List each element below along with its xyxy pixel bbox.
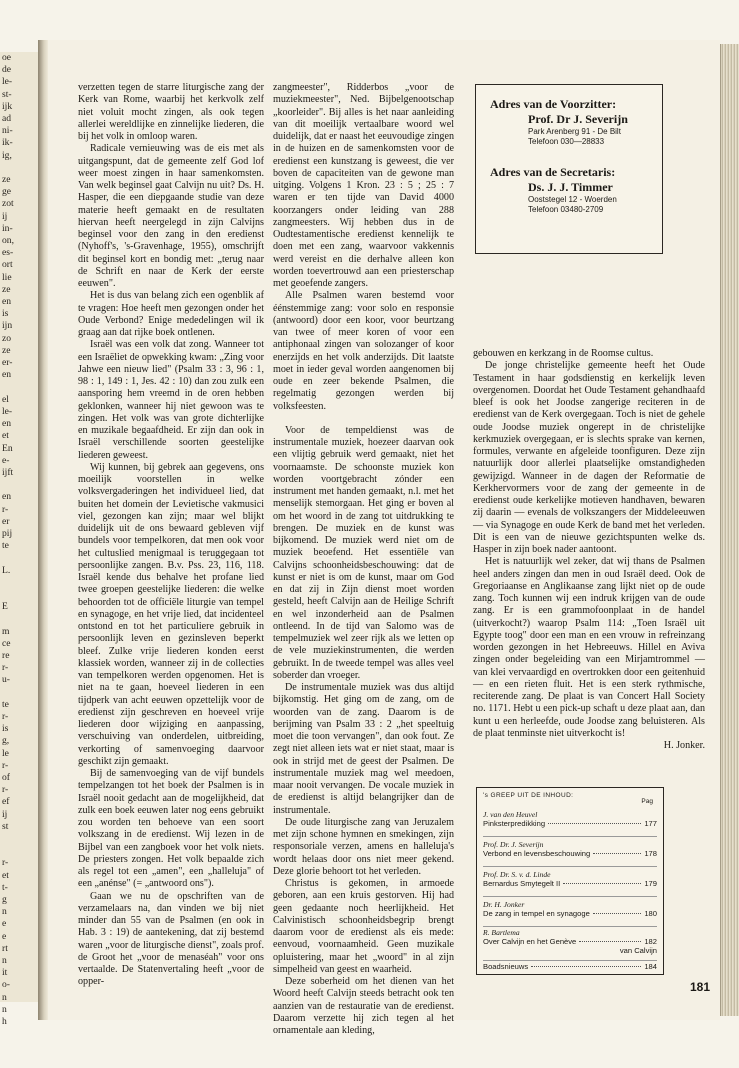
chair-phone: Telefoon 030—28833: [528, 137, 605, 146]
toc-page: 179: [644, 879, 657, 888]
margin-fragment: o-: [2, 979, 10, 991]
toc-divider: [483, 866, 657, 867]
margin-fragment: st: [2, 820, 9, 832]
margin-fragment: En: [2, 442, 13, 454]
margin-fragment: e: [2, 930, 7, 942]
toc-title: Over Calvijn en het Genève: [483, 937, 577, 946]
chair-street: Park Arenberg 91 - De Bilt: [528, 127, 621, 136]
margin-fragment: h: [2, 1016, 7, 1028]
toc-title: De zang in tempel en synagoge: [483, 909, 590, 918]
margin-fragment: ad: [2, 113, 12, 125]
margin-fragment: ni-: [2, 125, 13, 137]
chair-heading: Adres van de Voorzitter:: [490, 97, 617, 111]
margin-fragment: ze: [2, 283, 11, 295]
toc-leader: [548, 823, 641, 824]
margin-fragment: ijft: [2, 466, 14, 478]
toc-title-row: [483, 879, 657, 888]
paragraph: Het is dus van belang zich een ogenblik af te vragen: Hoe heeft men gezongen onder het Oude Verbond? Enige mededelingen wil ik graag aan dat rijke boek ontlenen.: [78, 290, 264, 338]
toc-divider: [483, 960, 657, 961]
paragraph: Voor de tempeldienst was de instrumentale muziek, hoezeer daarvan ook een vlijtig gebruik werd gemaakt, niet het voornaamste. De schoonste muziek kon worden voortgebracht zónder een instrument met handen gemaakt, n.l. met het menselijk stemorgaan. Het ging er boven al om het woord in de zang tot uitdrukking te brengen. De muziek en de kunst was bijkomend. De muziek werd niet om de muziek beoefend. Het essentiële van Calvijns schoonheidsbeschouwing: dat de kunst er niet is om de kunst, maar om God en dat zij in Zijn dienst moet worden gesteld, heeft Calvijn aan de Heilige Schrift en wel inzonderheid aan de Psalmen ontleend. In de tijd van Salomo was de tempelmuziek wel zeer rijk als we letten op de vele muziekinstrumenten, die werden gebruikt. In de tweede tempel was alles veel soberder dan vroeger.: [273, 424, 454, 681]
margin-fragment: e-: [2, 454, 10, 466]
margin-fragment: ijn: [2, 320, 13, 332]
toc-entry: [483, 900, 657, 918]
toc-title-row: [483, 849, 657, 858]
toc-heading: 's GREEP UIT DE INHOUD:: [483, 792, 574, 799]
margin-fragment: [0, 479, 38, 491]
secretary-phone: Telefoon 03480-2709: [528, 205, 604, 214]
margin-fragment: rt: [2, 942, 8, 954]
margin-fragment: it: [2, 967, 8, 979]
margin-fragment: in-: [2, 222, 13, 234]
margin-fragment: [0, 162, 38, 174]
margin-fragment: n: [2, 1003, 7, 1015]
toc-title-row: [483, 819, 657, 828]
margin-fragment: ze: [2, 174, 11, 186]
margin-fragment: te: [2, 698, 9, 710]
margin-fragment: n: [2, 955, 7, 967]
margin-fragment: [0, 613, 38, 625]
chair-name: Prof. Dr J. Severijn: [528, 112, 628, 126]
margin-fragment: ge: [2, 186, 12, 198]
margin-fragment: g: [2, 894, 7, 906]
toc-page: 182: [644, 937, 657, 946]
margin-fragment: le-: [2, 76, 13, 88]
margin-fragment: le: [2, 747, 9, 759]
margin-fragment: t-: [2, 881, 8, 893]
margin-fragment: te: [2, 540, 9, 552]
margin-fragment: el: [2, 393, 9, 405]
toc-leader: [531, 966, 641, 967]
margin-fragment: ig,: [2, 149, 12, 161]
address-box: [475, 84, 663, 254]
margin-fragment: er-: [2, 357, 13, 369]
toc-title: Verbond en levensbeschouwing: [483, 849, 591, 858]
margin-fragment: [0, 589, 38, 601]
paragraph: gebouwen en kerkzang in de Roomse cultus.: [473, 348, 654, 359]
margin-fragment: m: [2, 625, 10, 637]
paragraph: De oude liturgische zang van Jeruzalem met zijn schone hymnen en smekingen, zijn responsoriale verzen, amens en halleluja's wordt helaas door ons niet meer gekend. Deze glorie behoort tot het verleden.: [273, 816, 454, 877]
article-column-1: [78, 82, 264, 989]
toc-title-row: [483, 937, 657, 946]
margin-fragment: [0, 552, 38, 564]
toc-title: Pinksterpredikking: [483, 819, 546, 828]
secretary-heading: Adres van de Secretaris:: [490, 165, 616, 179]
margin-fragment: u-: [2, 674, 10, 686]
margin-fragment: en: [2, 369, 12, 381]
margin-fragment: is: [2, 723, 9, 735]
previous-page-edge: [0, 52, 39, 1028]
paragraph: Bij de samenvoeging van de vijf bundels tempelzangen tot het boek der Psalmen is in Israël nooit gedacht aan de mogelijkheid, dat zulk een boek eeuwen later nog eens gebruikt zou worden ten behoeve van een soort volkszang in de eredienst. Wij lezen in de Bijbel van een zangboek voor het volk niets. De priesters zongen. Het volk bepaalde zich als regel tot een „amen", een „halleluja" of een „anénse" (= „antwoord ons").: [78, 768, 264, 890]
article-column-3: [473, 348, 705, 752]
margin-fragment: et: [2, 430, 9, 442]
margin-fragment: le-: [2, 405, 13, 417]
toc-page: 177: [644, 819, 657, 828]
chair-address: [490, 97, 628, 147]
margin-fragment: [0, 687, 38, 699]
page-stack-edge: [720, 44, 739, 1016]
page-number: 181: [690, 980, 711, 994]
margin-fragment: en: [2, 491, 12, 503]
toc-page: 178: [644, 849, 657, 858]
toc-leader: [563, 883, 641, 884]
margin-fragment: E: [2, 601, 8, 613]
article-column-2: [273, 82, 454, 1037]
toc-entry: [483, 870, 657, 888]
margin-fragment: en: [2, 418, 12, 430]
margin-fragment: et: [2, 869, 9, 881]
toc-title: Boadsnieuws: [483, 962, 529, 971]
paragraph: zangmeester", Ridderbos „voor de muziekmeester", Ned. Bijbelgenootschap „koorleider". Bij alles is het naar aanleiding van dit moeilijk vertaalbare woord wel duidelijk, dat er naast het eeuvoudige zingen in de huizen en de samenkomsten voor de eredienst een kunstzang is geweest, die ver boven de capaciteiten van de gewone man uitging. Volgens 1 Kron. 23 : 5 ; 25 : 7 waren er ten tijde van David 4000 koorzangers onder leiding van 288 zangmeesters. Wij hebben dus in de Oudtestamentische eredienst kennelijk te doen met een zang, waarvoor vakkennis werd vereist en die derhalve alleen kon worden toevertrouwd aan een priesterschap met geoefende zangers.: [273, 82, 454, 289]
toc-leader: [593, 913, 642, 914]
binding-gutter: [38, 40, 48, 1020]
paragraph: Gaan we nu de opschriften van de verzamelaars na, dan vinden we bij niet minder dan 55 van de Psalmen (en ook in Hab. 3 : 19) de aantekening, dat zij bestemd waren „voor de liturgische dienst", zoals prof. de Groot het „voor de menaséah" voor ons vertaalde. De Statenvertaling heeft „voor de opper-: [78, 890, 264, 988]
margin-fragment: L.: [2, 564, 11, 576]
secretary-address: [490, 165, 617, 215]
margin-fragment: er: [2, 515, 10, 527]
toc-author: R. Bartlema: [483, 928, 520, 937]
margin-fragment: on,: [2, 235, 14, 247]
toc-divider: [483, 896, 657, 897]
margin-fragment: r-: [2, 662, 9, 674]
margin-fragment: ef: [2, 796, 10, 808]
toc-divider: [483, 836, 657, 837]
toc-entry: [483, 928, 657, 955]
margin-fragment: [0, 577, 38, 589]
toc-title-row: [483, 909, 657, 918]
paragraph: Het is natuurlijk wel zeker, dat wij thans de Psalmen heel anders zingen dan men in oud Israël deed. Ook de Gregoriaanse en Anglikaanse zang lijkt niet op de oude zang. Toch kunnen wij een indruk krijgen van de oude zang. Er is een grammofoonplaat in de handel (uitverkocht?) waarop Psalm 114: „Toen Israël uit Egypte toog" door een man en een vrouw in refreinzang worden gezongen in het Hebreeuws. Hillel en Aviva zingen onder begeleiding van een Mirjamtrommel — van klei vervaardigd en overtrokken door een geitenhuid — en een rieten fluit. Het is een sterk rythmische, reciterende zang. De plaat is van Concert Hall Society no. 1171. Hebt u een pick-up schaft u deze plaat aan, dan kunt u een herleefde, oude Joodse zang beluisteren. Als de plaat tenminste niet uitverkocht is!: [473, 556, 705, 739]
toc-leader: [579, 941, 641, 942]
margin-fragment: de: [2, 64, 12, 76]
margin-fragment: zot: [2, 198, 14, 210]
toc-entry: [483, 962, 657, 971]
margin-fragment: ij: [2, 808, 8, 820]
margin-fragment: [0, 845, 38, 857]
toc-title-row: [483, 962, 657, 971]
paragraph: De jonge christelijke gemeente heeft het Oude Testament in haar godsdienstig en kerkelijk leven overgenomen. Doordat het Oude Testament gehandhaafd bleef is ook het Joodse zangerige reciteren in de eredienst van de Kerk overgegaan. Toch is niet de gehele oude Joodse muziek ongerept in de christelijke kerkmuziek overgegaan, er is slechts sprake van kernen, formules, verwante en afgeleide toonfiguren. Deze zijn natuurlijk door allerlei plaatselijke omstandigheden gewijzigd. Wanneer in de dagen der Reformatie de Kerkhervormers voor de zang der gemeente in de eredienst oude kerkelijke motieven handhaven, bewaren zij daarin — evenals de volkszangers der Middeleeuwen — via Synagoge en oude Kerk de band met het verleden. Dit is een van de nieuwe gezichtspunten welke ds. Hasper in zijn boek nader aantoont.: [473, 360, 705, 555]
margin-fragment: n: [2, 991, 7, 1003]
paragraph: Radicale vernieuwing was de eis met als uitgangspunt, dat de gemeente zelf God lof weer moest zingen in haar samenkomsten. Van welk beginsel gaat Calvijn nu uit? Ds. H. Hasper, die een diepgaande studie van deze materie heeft gemaakt en de resultaten hiervan heeft neergelegd in zijn Calvijns beginsel voor den zang in den eredienst (Nyhoff's, 's-Gravenhage, 1955), omschrijft dit beginsel kort en bondig met: „terug naar de Schrift en naar de Kerk der eerste eeuwen".: [78, 143, 264, 289]
margin-fragment: pij: [2, 527, 13, 539]
secretary-street: Ooststegel 12 - Woerden: [528, 195, 617, 204]
toc-title-continuation: van Calvijn: [619, 946, 657, 955]
margin-fragment: lie: [2, 271, 12, 283]
margin-fragment: e: [2, 918, 7, 930]
paragraph: Israël was een volk dat zong. Wanneer tot een Israëliet de opwekking kwam: „Zing voor Jahwe een nieuw lied" (Psalm 33 : 3, 96 : 1, 98 : 1, 149 : 1, Jes. 42 : 10) dan zou zulk een aansporing hem vreemd in de oren hebben geklonken, wanneer hij niet gewoon was te zingen. Het volk was van grote dichterlijke en muzikale begaafdheid. Er zijn dan ook in Israël verschillende soorten geestelijke liederen geweest.: [78, 339, 264, 461]
margin-fragment: re: [2, 649, 10, 661]
margin-fragment: r-: [2, 759, 9, 771]
margin-fragment: n: [2, 906, 7, 918]
margin-fragment: oe: [2, 52, 12, 63]
margin-fragment: en: [2, 296, 12, 308]
table-of-contents: [476, 787, 664, 975]
toc-title: Bernardus Smytegelt II: [483, 879, 561, 888]
margin-fragment: is: [2, 308, 9, 320]
toc-author: Prof. Dr. J. Severijn: [483, 840, 544, 849]
margin-fragment: ijk: [2, 100, 13, 112]
toc-entry: [483, 810, 657, 828]
margin-fragment: r-: [2, 857, 9, 869]
margin-fragment: [0, 833, 38, 845]
margin-fragment: r-: [2, 710, 9, 722]
paragraph: De instrumentale muziek was dus altijd bijkomstig. Het ging om de zang, om de woorden van de zang. Daarom is de berijming van Psalm 33 : 2 „het speeltuig moet die toon vervangen", dan ook fout. Ze zegt niet alleen iets wat er niet staat, maar is ook in strijd met de geest der Psalmen. De instrumentale muziek mag wel meedoen, maar nooit vervangen. De vocale muziek in de eredienst is altijd belangrijker dan de instrumentale.: [273, 682, 454, 816]
toc-author: J. van den Heuvel: [483, 810, 538, 819]
secretary-name: Ds. J. J. Timmer: [528, 180, 613, 194]
margin-fragment: ik-: [2, 137, 13, 149]
margin-fragment: es-: [2, 247, 14, 259]
margin-fragment: ij: [2, 210, 8, 222]
author-signature: H. Jonker.: [663, 740, 705, 751]
toc-author: Prof. Dr. S. v. d. Linde: [483, 870, 551, 879]
margin-fragment: of: [2, 771, 10, 783]
margin-fragment: st-: [2, 88, 12, 100]
toc-page: 180: [644, 909, 657, 918]
margin-fragment: g,: [2, 735, 10, 747]
margin-fragment: ort: [2, 259, 13, 271]
toc-divider: [483, 926, 657, 927]
toc-leader: [593, 853, 641, 854]
toc-author: Dr. H. Jonker: [483, 900, 525, 909]
paragraph: Christus is gekomen, in armoede geboren, aan een kruis gestorven. Hij had geen gedaante noch heerlijkheid. Het Calvinistisch schoonheidsbegrip brengt daarom voor de eredienst als eis mede: eenvoud, voornaamheid. Geen muzikale opluistering, maar het „woord" in al zijn simpelheid van geest en waarheid.: [273, 878, 454, 975]
toc-page: 184: [644, 962, 657, 971]
toc-entry: [483, 840, 657, 858]
margin-fragment: zo: [2, 332, 12, 344]
margin-fragment: ze: [2, 344, 11, 356]
margin-fragment: r-: [2, 784, 9, 796]
margin-fragment: [0, 381, 38, 393]
paragraph: verzetten tegen de starre liturgische zang der Kerk van Rome, waarbij het kerkvolk zelf niet voluit mocht zingen, als ook tegen allerlei wereldlijke en zinnelijke liederen, die bij het volk in omloop waren.: [78, 82, 264, 142]
margin-fragment: r-: [2, 503, 9, 515]
toc-page-label: Pag: [641, 798, 653, 805]
paragraph: Alle Psalmen waren bestemd voor éénstemmige zang: voor solo en responsie (antwoord) door een koor, voor beurtzang van twee of meer koren of voor een antiphonaal zingen van solozanger of koor enerzijds en het volk anderzijds. Dit laatste moet in ieder geval worden aangenomen bij oude en zeer bekende Psalmen, die regelmatig gezongen werden bij volksfeesten.: [273, 290, 454, 412]
margin-fragment: ce: [2, 637, 11, 649]
paragraph: Wij kunnen, bij gebrek aan gegevens, ons moeilijk voorstellen in welke volksvergaderingen het individueel lied, dat buiten het domein der Levietische vakmusici viel, gezongen kan zijn; maar wel blijkt duidelijk uit de ons bewaard gebleven vijf bundels voor tempelkoren, dat men ook voor het cultuslied menigmaal is teruggegaan tot persoonlijke zangen. B.v. Pss. 23, 116, 118. Israël kende dus behalve het profane lied twee groepen geestelijke liederen: die welke behoorden tot de officiële liturgie van tempel en synagoge, en het vrije lied, dat incidenteel ontstond en tot het particuliere gebruik in persoonlijk leven en gezinsleven beperkt bleef. Zulke vrije liederen konden eerst klassiek worden, wanneer zij in de collecties van tempelkoren werden opgenomen. Het is niet na te gaan, hoeveel liederen in een tijdperk van acht eeuwen opzettelijk voor de eredienst zijn geschreven en hoeveel vrije liederen door wijziging en aanpassing, verschuiving van onderdelen, uitbreiding, verkorting of samenvoeging daarvoor geschikt zijn gemaakt.: [78, 461, 264, 767]
paragraph: Deze soberheid om het dienen van het Woord heeft Calvijn steeds betracht ook ten aanzien van de restauratie van de eredienst. Daarom verzette hij zich tegen al het ornamentale aan kleding,: [273, 976, 454, 1036]
